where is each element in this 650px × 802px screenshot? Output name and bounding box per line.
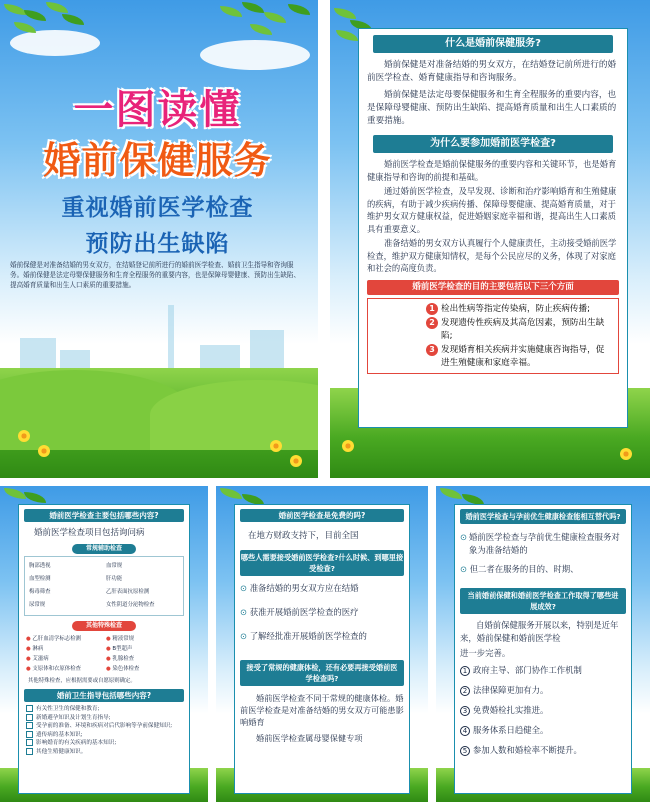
who-item: ⊙ 准备结婚的男女双方应在结婚 [240,583,359,593]
flower [620,448,632,460]
other-item: ● 乙肝血清学标志检测 [26,636,81,642]
paragraph: 婚前保健是对准备结婚的男女双方，在结婚登记前所进行的婚前医学检查、婚育健康指导和咨询服务。 [367,60,617,83]
routine-heading: 常规辅助检查 [72,544,136,554]
other-item: ● 精液常规 [106,636,134,642]
number-badge: 1 [426,303,438,315]
answer-text: 进一步完善。 [460,648,511,658]
who-item: ⊙ 了解经批准开展婚前医学检查的 [240,631,367,641]
intro-text: 婚前保健是对准备结婚的男女双方，在结婚登记前所进行的婚前医学检查、婚前卫生指导和咨询服务。婚前保健是法定母婴保健服务和生育全程服务的重要内容，也是保障母婴健康、预防出生缺陷、提高婚育质量和出生人口素质的重要措施。 [10,261,301,289]
progress-item: 1 政府主导、部门协作工作机制 [460,664,626,676]
guidance-item: 新婚避孕知识及计划生育指导; [26,714,184,723]
checkbox-icon [26,748,33,755]
content-card [454,504,632,794]
guidance-item: 影响婚育的有关疾病的基本知识; [26,739,184,748]
routine-item: 血常规 [106,563,123,569]
routine-grid [24,556,184,616]
poster-cover-panel [0,0,318,478]
progress-list [460,664,626,756]
progress-item: 4 服务体系日趋健全。 [460,724,626,736]
leaves-decoration [0,0,110,46]
question-why: 为什么要参加婚前医学检查? [373,135,613,153]
guidance-item: 有关性卫生的保健和教育; [26,705,184,714]
answer-text: 婚前医学检查属母婴保健专项 [256,733,363,743]
routine-item: 尿常规 [29,602,46,608]
poster-what-why-panel [330,0,650,478]
lead-text: 婚前医学检查项目包括询问病 [34,528,145,538]
checkbox-icon [26,722,33,729]
content-card [18,504,190,794]
routine-item: 血型检测 [29,576,51,582]
other-item: ● 艾滋病 [26,656,49,662]
routine-item: 肝功能 [106,576,123,582]
flower [270,440,282,452]
number-badge: 3 [426,344,438,356]
guidance-list [24,705,184,757]
routine-item: 胸部透视 [29,563,51,569]
other-grid [24,634,184,672]
purpose-item [426,303,612,316]
answer-text: 婚前医学检查不同于常规的健康体检。婚前医学检查是对准备结婚的男女双方可能患影响婚育 [240,693,404,727]
purpose-text: 检出性病等指定传染病，防止疾病传播; [441,303,590,314]
other-note: 其他特殊检查，应根据需要或自愿原则确定。 [28,678,136,684]
question-progress: 当前婚前保健和婚前医学检查工作取得了哪些进展成效? [460,588,626,614]
paragraph: 婚前保健是法定母婴保健服务和生育全程服务的重要内容，也是保障母婴健康、预防出生缺陷、提高婚育质量和出生人口素质的重要措施。 [367,90,617,126]
progress-item: 5 参加人数和婚检率不断提升。 [460,744,626,756]
flower [18,430,30,442]
checkbox-icon [26,739,33,746]
who-list [240,582,404,642]
paragraph: 准备结婚的男女双方认真履行个人健康责任，主动接受婚前医学检查，维护双方健康知情权，是每个公民应尽的义务，体现了对家庭和社会的高度负责。 [367,238,617,273]
other-item: ● 乳腺检查 [106,656,134,662]
flower [38,445,50,457]
who-item: ⊙ 获准开展婚前医学检查的医疗 [240,607,359,617]
question-who-when-where: 哪些人需要接受婚前医学检查?什么时候、到哪里接受检查? [240,550,404,576]
flower [290,455,302,467]
question-guidance: 婚前卫生指导包括哪些内容? [24,689,184,702]
other-item: ● 染色体检查 [106,666,140,672]
poster-faq-panel [216,486,428,802]
flower [342,440,354,452]
poster-exam-contents-panel [0,486,208,802]
progress-item: 2 法律保障更加有力。 [460,684,626,696]
checkbox-icon [26,731,33,738]
main-title-line1: 一图读懂 [73,87,242,133]
purpose-list [367,298,619,375]
purpose-heading: 婚前医学检查的目的主要包括以下三个方面 [367,280,619,295]
question-free: 婚前医学检查是免费的吗? [240,509,404,522]
guidance-item: 受孕前的准备、环境和疾病对后代影响等孕前保健知识; [26,722,184,731]
content-card [358,28,628,428]
poster-progress-panel [436,486,650,802]
purpose-text: 发现遗传性疾病及其高危因素，预防出生缺陷; [441,318,605,341]
guidance-item: 其他生殖健康知识。 [26,748,184,757]
guidance-item: 遗传病的基本知识; [26,731,184,740]
main-title-line2: 婚前保健服务 [43,139,272,182]
purpose-item [426,317,612,342]
purpose-text: 发现婚育相关疾病并实施健康咨询指导，促进生殖健康和家庭幸福。 [441,345,605,368]
question-routine-checkup: 接受了常规的健康体检，还有必要再接受婚前医学检查吗? [240,660,404,686]
checkbox-icon [26,705,33,712]
question-what-is: 什么是婚前保健服务? [373,35,613,53]
other-item: ● B型超声 [106,646,133,652]
answer-item: ⊙ 婚前医学检查与孕前优生健康检查服务对象为准备结婚的 [460,532,620,555]
paragraph: 通过婚前医学检查，及早发现、诊断和治疗影响婚育和生殖健康的疾病，有助于减少疾病传播、保障母婴健康、提高婚育质量，对于维护男女双方健康权益，促进婚姻家庭幸福和谐，提高出生人口素质具有重要意义。 [367,186,617,234]
number-badge: 2 [426,317,438,329]
subtitle-line1: 重视婚前医学检查 [61,195,254,221]
progress-item: 3 免费婚检扎实推进。 [460,704,626,716]
routine-item: 乙肝表面抗原检测 [106,589,150,595]
other-item: ● 淋病 [26,646,44,652]
leaves-decoration [210,0,318,46]
answer-text: 在地方财政支持下，目前全国 [248,531,359,541]
routine-item: 梅毒筛查 [29,589,51,595]
other-item: ● 支原体和衣原体检查 [26,666,81,672]
question-exam-contents: 婚前医学检查主要包括哪些内容? [24,509,184,522]
answer-item: ⊙ 但二者在服务的目的、时期、 [460,564,579,574]
checkbox-icon [26,714,33,721]
content-card [234,504,410,794]
subtitle-line2: 预防出生缺陷 [85,231,230,257]
other-heading: 其他特殊检查 [72,621,136,631]
routine-item: 女性阴道分泌物检查 [106,602,155,608]
purpose-item [426,344,612,369]
paragraph: 婚前医学检查是婚前保健服务的重要内容和关键环节，也是婚育健康指导和咨询的前提和基础。 [367,159,617,182]
answer-text: 自婚前保健服务开展以来，特别是近年来，婚前保健和婚前医学检 [460,620,619,643]
question-substitute: 婚前医学检查与孕前优生健康检查能相互替代吗? [460,509,626,524]
